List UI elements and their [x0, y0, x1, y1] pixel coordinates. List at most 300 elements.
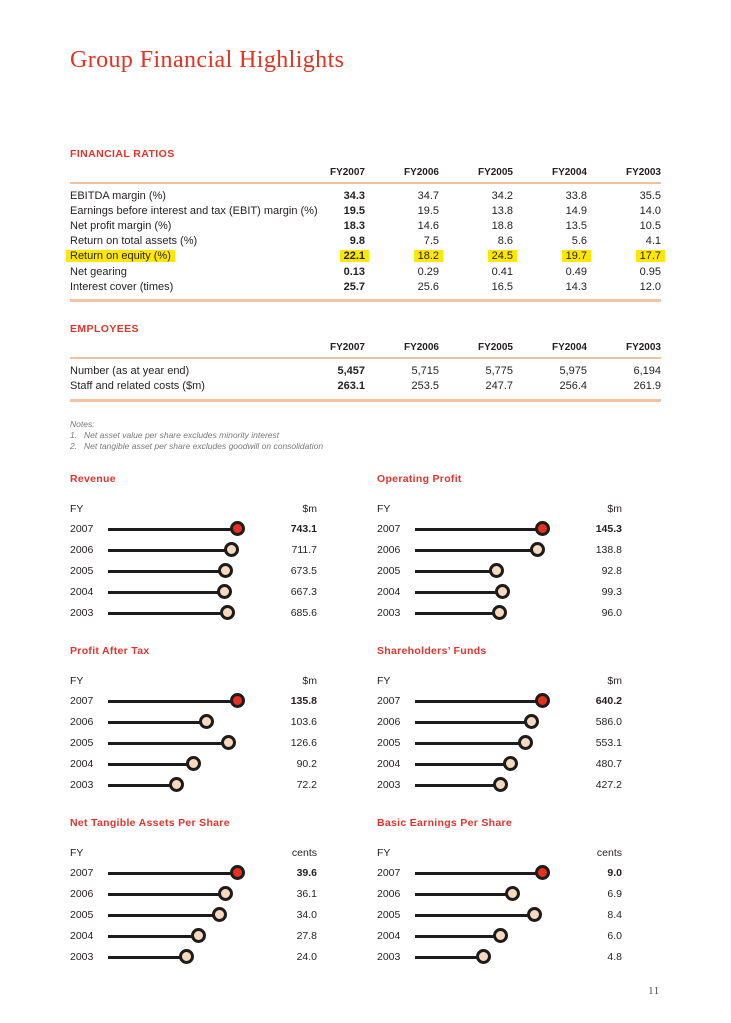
- value-label: 72.2: [296, 779, 317, 792]
- year-label: 2006: [70, 544, 94, 557]
- chart-row: [70, 905, 317, 926]
- cell-value: [587, 380, 661, 392]
- chart-header-row: [377, 502, 622, 517]
- value-label: 126.6: [290, 737, 317, 750]
- chart-unit-label: $m: [302, 675, 317, 688]
- lollipop-line: [415, 914, 534, 917]
- year-label: 2003: [377, 951, 401, 964]
- chart-x-label: FY: [377, 503, 391, 516]
- lollipop-line: [415, 763, 511, 766]
- cell-value: [365, 220, 439, 232]
- lollipop-line: [415, 528, 543, 531]
- lollipop-line: [108, 784, 177, 787]
- lollipop-dot: [535, 693, 550, 708]
- chart-row: [377, 905, 622, 926]
- cell-value: [365, 205, 439, 217]
- note-item: [70, 441, 661, 452]
- cell-value: [513, 365, 587, 377]
- cell-value-text: 0.29: [417, 265, 439, 278]
- chart-operating-profit: [377, 473, 622, 624]
- chart-profit-after-tax: [70, 645, 317, 796]
- lollipop: [108, 754, 263, 775]
- lollipop-line: [415, 591, 502, 594]
- page-number: 11: [648, 986, 660, 997]
- chart-row: [377, 603, 622, 624]
- note-number: 2.: [70, 440, 78, 451]
- notes-heading: Notes:: [70, 418, 95, 429]
- chart-row: [377, 712, 622, 733]
- lollipop-dot: [224, 542, 239, 557]
- year-label: 2006: [70, 888, 94, 901]
- value-label: 553.1: [595, 737, 622, 750]
- chart-x-label: FY: [377, 675, 391, 688]
- lollipop: [415, 603, 568, 624]
- cell-value-text: 256.4: [559, 380, 587, 393]
- financial-ratios-table: [70, 148, 661, 302]
- value-label: 743.1: [290, 523, 317, 536]
- chart-unit-label: cents: [291, 847, 317, 860]
- lollipop-line: [415, 721, 532, 724]
- lollipop-dot: [535, 521, 550, 536]
- lollipop-line: [108, 591, 224, 594]
- cell-value-text: 25.6: [417, 280, 439, 293]
- cell-value: [513, 281, 587, 293]
- chart-row: [70, 691, 317, 712]
- chart-unit-label: $m: [302, 503, 317, 516]
- value-label: 6.9: [607, 888, 622, 901]
- lollipop-dot: [527, 907, 542, 922]
- cell-value-text: 19.5: [417, 204, 439, 217]
- cell-value-text: 6,194: [633, 364, 661, 377]
- cell-value-text: 14.6: [417, 219, 439, 232]
- table-header-cell: FY2004: [551, 342, 587, 354]
- row-label: [70, 365, 291, 377]
- table-row: [70, 218, 661, 233]
- row-label: [70, 380, 291, 392]
- cell-value: [439, 380, 513, 392]
- year-label: 2003: [70, 607, 94, 620]
- table-header-cell: FY2007: [329, 167, 365, 178]
- lollipop-line: [415, 872, 543, 875]
- chart-header-row: [377, 846, 622, 861]
- lollipop: [415, 754, 568, 775]
- lollipop: [108, 775, 263, 796]
- chart-row: [377, 561, 622, 582]
- row-label-text: Earnings before interest and tax (EBIT) margin (%): [70, 204, 318, 217]
- cell-value-text: 25.7: [343, 280, 365, 293]
- cell-value-text: 0.49: [565, 265, 587, 278]
- value-label: 8.4: [607, 909, 622, 922]
- table-header-cell: FY2003: [625, 167, 661, 178]
- value-label: 667.3: [290, 586, 317, 599]
- chart-unit-label: $m: [607, 503, 622, 516]
- year-label: 2004: [377, 930, 401, 943]
- table-header-cell: FY2005: [477, 167, 513, 178]
- section-title: FINANCIAL RATIOS: [70, 148, 175, 160]
- value-label: 6.0: [607, 930, 622, 943]
- lollipop-dot: [518, 735, 533, 750]
- lollipop: [415, 947, 568, 968]
- lollipop-line: [108, 935, 199, 938]
- chart-title: Basic Earnings Per Share: [377, 816, 513, 829]
- value-label: 138.8: [595, 544, 622, 557]
- cell-value-text: 33.8: [565, 189, 587, 202]
- lollipop-line: [415, 893, 513, 896]
- lollipop-dot: [199, 714, 214, 729]
- year-label: 2005: [70, 565, 94, 578]
- cell-value: [587, 365, 661, 377]
- note-text: Net tangible asset per share excludes goodwill on consolidation: [84, 440, 324, 451]
- lollipop: [108, 733, 263, 754]
- value-label: 4.8: [607, 951, 622, 964]
- year-label: 2007: [70, 523, 94, 536]
- note-item: [70, 430, 661, 441]
- table-row: [70, 203, 661, 218]
- page-content: [70, 148, 661, 968]
- lollipop: [415, 561, 568, 582]
- note-number: 1.: [70, 429, 78, 440]
- lollipop-dot: [218, 563, 233, 578]
- lollipop: [108, 519, 263, 540]
- row-label-text: Return on total assets (%): [70, 235, 198, 248]
- lollipop: [415, 582, 568, 603]
- lollipop-line: [415, 549, 537, 552]
- cell-value: [513, 220, 587, 232]
- table-row: [70, 264, 661, 279]
- lollipop-line: [415, 784, 500, 787]
- row-label-text: Net profit margin (%): [70, 219, 172, 232]
- cell-value-text: 0.95: [639, 265, 661, 278]
- lollipop-line: [415, 570, 497, 573]
- chart-header-row: [70, 846, 317, 861]
- cell-value: [365, 250, 439, 262]
- cell-value-text: 19.7: [562, 250, 591, 262]
- lollipop-line: [415, 956, 483, 959]
- cell-value: [439, 250, 513, 262]
- value-label: 9.0: [607, 867, 622, 880]
- row-label: [70, 235, 291, 247]
- lollipop-dot: [476, 949, 491, 964]
- cell-value: [587, 220, 661, 232]
- chart-x-label: FY: [70, 503, 84, 516]
- cell-value: [513, 250, 587, 262]
- cell-value: [291, 380, 365, 392]
- cell-value-text: 16.5: [491, 280, 513, 293]
- chart-row: [377, 884, 622, 905]
- cell-value: [587, 235, 661, 247]
- cell-value-text: 13.8: [491, 204, 513, 217]
- cell-value-text: 14.3: [565, 280, 587, 293]
- cell-value-text: 18.3: [343, 219, 365, 232]
- value-label: 103.6: [290, 716, 317, 729]
- cell-value: [513, 235, 587, 247]
- chart-unit-label: $m: [607, 675, 622, 688]
- year-label: 2005: [70, 909, 94, 922]
- cell-value-text: 17.7: [636, 250, 665, 262]
- chart-row: [70, 926, 317, 947]
- value-label: 39.6: [296, 867, 317, 880]
- lollipop-line: [108, 956, 186, 959]
- row-label-text: Interest cover (times): [70, 280, 174, 293]
- lollipop-dot: [179, 949, 194, 964]
- lollipop-dot: [169, 777, 184, 792]
- cell-value: [291, 365, 365, 377]
- cell-value: [513, 266, 587, 278]
- table-header-row: [70, 342, 661, 359]
- table-row: [70, 379, 661, 394]
- lollipop: [108, 905, 263, 926]
- lollipop-line: [108, 570, 225, 573]
- lollipop: [415, 733, 568, 754]
- chart-row: [70, 754, 317, 775]
- chart-x-label: FY: [70, 675, 84, 688]
- chart-row: [377, 519, 622, 540]
- lollipop-dot: [492, 605, 507, 620]
- table-row: [70, 279, 661, 294]
- year-label: 2006: [377, 888, 401, 901]
- lollipop-dot: [217, 584, 232, 599]
- cell-value-text: 5,457: [337, 364, 365, 377]
- chart-title: Operating Profit: [377, 472, 462, 485]
- cell-value-text: 19.5: [343, 204, 365, 217]
- lollipop: [108, 691, 263, 712]
- cell-value: [439, 205, 513, 217]
- value-label: 145.3: [595, 523, 622, 536]
- chart-row: [377, 926, 622, 947]
- cell-value: [365, 380, 439, 392]
- table-row: [70, 188, 661, 203]
- lollipop-dot: [186, 756, 201, 771]
- table-row: [70, 249, 661, 264]
- lollipop: [415, 519, 568, 540]
- lollipop-line: [108, 893, 226, 896]
- table-body: [70, 184, 661, 302]
- value-label: 34.0: [296, 909, 317, 922]
- chart-revenue: [70, 473, 317, 624]
- lollipop-dot: [530, 542, 545, 557]
- charts-grid: [70, 473, 622, 968]
- cell-value: [439, 281, 513, 293]
- value-label: 673.5: [290, 565, 317, 578]
- chart-row: [377, 947, 622, 968]
- cell-value-text: 34.2: [491, 189, 513, 202]
- lollipop-line: [415, 935, 500, 938]
- chart-title: Shareholders’ Funds: [377, 644, 487, 657]
- cell-value: [439, 266, 513, 278]
- cell-value: [439, 235, 513, 247]
- cell-value-text: 14.9: [565, 204, 587, 217]
- year-label: 2005: [377, 565, 401, 578]
- row-label: [70, 250, 291, 262]
- lollipop: [108, 884, 263, 905]
- value-label: 685.6: [290, 607, 317, 620]
- lollipop: [415, 884, 568, 905]
- cell-value-text: 261.9: [633, 380, 661, 393]
- value-label: 96.0: [601, 607, 622, 620]
- lollipop: [108, 603, 263, 624]
- value-label: 92.8: [601, 565, 622, 578]
- year-label: 2006: [377, 544, 401, 557]
- year-label: 2007: [377, 695, 401, 708]
- lollipop: [415, 905, 568, 926]
- cell-value: [513, 190, 587, 202]
- lollipop-line: [108, 549, 232, 552]
- cell-value: [291, 250, 365, 262]
- cell-value: [587, 281, 661, 293]
- cell-value-text: 34.7: [417, 189, 439, 202]
- chart-row: [70, 947, 317, 968]
- year-label: 2005: [377, 909, 401, 922]
- chart-row: [70, 540, 317, 561]
- cell-value-text: 14.0: [639, 204, 661, 217]
- chart-title: Profit After Tax: [70, 644, 150, 657]
- lollipop-dot: [505, 886, 520, 901]
- lollipop-line: [415, 612, 499, 615]
- cell-value: [291, 205, 365, 217]
- cell-value-text: 263.1: [337, 380, 365, 393]
- cell-value: [587, 266, 661, 278]
- cell-value-text: 12.0: [639, 280, 661, 293]
- chart-row: [377, 754, 622, 775]
- value-label: 135.8: [290, 695, 317, 708]
- value-label: 27.8: [296, 930, 317, 943]
- cell-value-text: 0.13: [343, 265, 365, 278]
- employees-table: [70, 323, 661, 401]
- cell-value-text: 22.1: [340, 250, 369, 262]
- lollipop: [415, 540, 568, 561]
- row-label: [70, 220, 291, 232]
- row-label: [70, 281, 291, 293]
- chart-row: [70, 863, 317, 884]
- value-label: 99.3: [601, 586, 622, 599]
- cell-value: [365, 266, 439, 278]
- cell-value-text: 18.2: [414, 250, 443, 262]
- cell-value-text: 34.3: [343, 189, 365, 202]
- cell-value: [439, 220, 513, 232]
- value-label: 640.2: [595, 695, 622, 708]
- cell-value: [291, 220, 365, 232]
- cell-value: [365, 235, 439, 247]
- lollipop-line: [108, 742, 229, 745]
- lollipop-line: [108, 872, 237, 875]
- lollipop: [108, 540, 263, 561]
- lollipop-dot: [212, 907, 227, 922]
- lollipop: [415, 775, 568, 796]
- cell-value-text: 10.5: [639, 219, 661, 232]
- chart-net-tangible-assets-per-share: [70, 817, 317, 968]
- note-text: Net asset value per share excludes minority interest: [84, 429, 280, 440]
- lollipop-line: [415, 700, 543, 703]
- year-label: 2003: [70, 779, 94, 792]
- lollipop-dot: [535, 865, 550, 880]
- lollipop: [415, 712, 568, 733]
- chart-row: [70, 884, 317, 905]
- chart-row: [377, 540, 622, 561]
- table-header-cell: FY2004: [551, 167, 587, 178]
- cell-value: [365, 190, 439, 202]
- lollipop: [415, 926, 568, 947]
- lollipop: [108, 947, 263, 968]
- chart-row: [377, 691, 622, 712]
- cell-value-text: 13.5: [565, 219, 587, 232]
- cell-value: [513, 380, 587, 392]
- cell-value: [587, 205, 661, 217]
- chart-row: [70, 603, 317, 624]
- cell-value-text: 24.5: [488, 250, 517, 262]
- row-label: [70, 204, 318, 217]
- year-label: 2004: [377, 586, 401, 599]
- row-label: [70, 266, 291, 278]
- lollipop-dot: [489, 563, 504, 578]
- year-label: 2003: [70, 951, 94, 964]
- chart-unit-label: cents: [596, 847, 622, 860]
- lollipop: [108, 582, 263, 603]
- cell-value: [291, 235, 365, 247]
- lollipop-dot: [220, 605, 235, 620]
- cell-value-text: 253.5: [411, 380, 439, 393]
- chart-header-row: [70, 502, 317, 517]
- table-header-cell: FY2007: [329, 342, 365, 354]
- year-label: 2003: [377, 607, 401, 620]
- lollipop: [415, 691, 568, 712]
- value-label: 586.0: [595, 716, 622, 729]
- value-label: 427.2: [595, 779, 622, 792]
- cell-value-text: 247.7: [485, 380, 513, 393]
- chart-row: [70, 733, 317, 754]
- table-header-cell: FY2006: [403, 342, 439, 354]
- lollipop-dot: [495, 584, 510, 599]
- lollipop-line: [108, 721, 207, 724]
- year-label: 2007: [377, 523, 401, 536]
- cell-value-text: 7.5: [423, 235, 439, 248]
- lollipop-line: [108, 528, 237, 531]
- table-row: [70, 363, 661, 378]
- lollipop-dot: [191, 928, 206, 943]
- lollipop-line: [108, 763, 194, 766]
- chart-header-row: [377, 674, 622, 689]
- lollipop-dot: [221, 735, 236, 750]
- chart-x-label: FY: [70, 847, 84, 860]
- lollipop-dot: [230, 865, 245, 880]
- chart-shareholders-funds: [377, 645, 622, 796]
- lollipop-dot: [230, 693, 245, 708]
- lollipop-dot: [230, 521, 245, 536]
- cell-value: [587, 190, 661, 202]
- value-label: 36.1: [296, 888, 317, 901]
- value-label: 711.7: [291, 544, 317, 557]
- year-label: 2004: [70, 586, 94, 599]
- table-header-cell: FY2005: [477, 342, 513, 354]
- year-label: 2007: [70, 695, 94, 708]
- chart-row: [377, 582, 622, 603]
- value-label: 90.2: [296, 758, 317, 771]
- notes-block: [70, 419, 661, 452]
- section-title: EMPLOYEES: [70, 323, 139, 336]
- table-body: [70, 359, 661, 401]
- chart-row: [377, 733, 622, 754]
- chart-row: [377, 863, 622, 884]
- cell-value: [587, 250, 661, 262]
- chart-row: [70, 775, 317, 796]
- value-label: 24.0: [296, 951, 317, 964]
- table-header-cell: FY2003: [625, 342, 661, 354]
- cell-value-text: 5,775: [485, 364, 513, 377]
- cell-value-text: 8.6: [497, 235, 513, 248]
- value-label: 480.7: [595, 758, 622, 771]
- table-header-row: [70, 167, 661, 184]
- year-label: 2003: [377, 779, 401, 792]
- chart-title: Net Tangible Assets Per Share: [70, 816, 230, 829]
